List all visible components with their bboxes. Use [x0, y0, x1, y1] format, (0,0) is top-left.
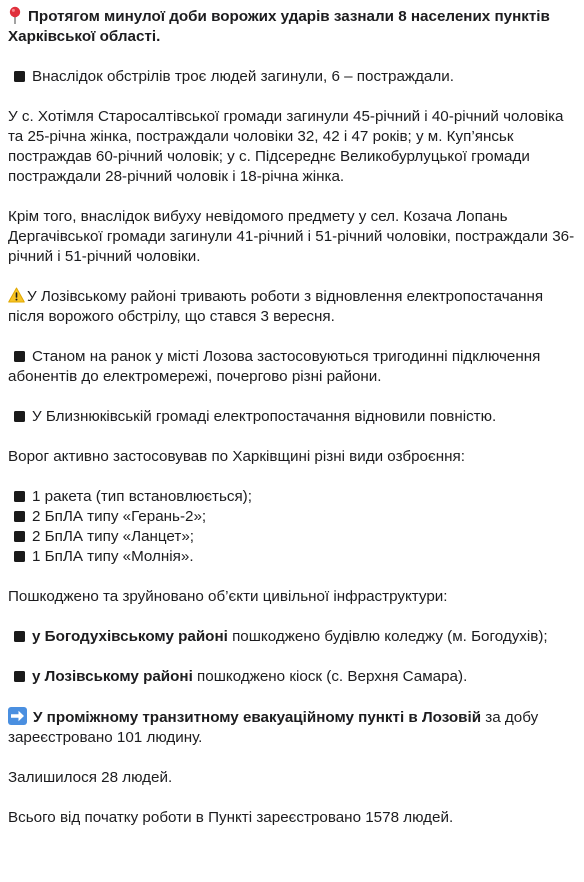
black-square-icon — [14, 631, 25, 642]
casualties-text: Внаслідок обстрілів троє людей загинули, 6 – постраждали. — [32, 68, 454, 85]
weapons-intro: Ворог активно застосовував по Харківщині різні види озброєння: — [8, 448, 465, 465]
headline-text: Протягом минулої доби ворожих ударів зазнали 8 населених пунктів Харківської області. — [8, 8, 550, 45]
power-warning-text: У Лозівському районі тривають роботи з відновлення електропостачання після ворожого обстрілу, що стався 3 вересня. — [8, 288, 544, 325]
black-square-icon — [14, 411, 25, 422]
damage-intro: Пошкоджено та зруйновано об’єкти цивільної інфраструктури: — [8, 588, 448, 605]
black-square-icon — [14, 71, 25, 82]
total-line: Всього від початку роботи в Пункті зареєстровано 1578 людей. — [8, 809, 454, 826]
power-warning-line — [8, 287, 576, 327]
evacuation-line — [8, 707, 576, 748]
list-item — [8, 527, 576, 547]
damage-text: пошкоджено кіоск (с. Верхня Самара). — [192, 668, 468, 685]
evacuation-rest: за добу зареєстровано 101 людину. — [8, 709, 539, 746]
black-square-icon — [14, 551, 25, 562]
black-square-icon — [14, 351, 25, 362]
power-blyzniuky-line — [8, 407, 576, 427]
warning-icon — [8, 287, 25, 303]
damage-district: у Богодухівському районі — [32, 628, 228, 645]
weapon-item-text: 2 БпЛА типу «Ланцет»; — [32, 528, 194, 545]
casualties-line — [8, 67, 576, 87]
weapon-item-text: 1 ракета (тип встановлюється); — [32, 488, 252, 505]
damage-item-lozova — [8, 667, 576, 687]
right-arrow-icon — [8, 707, 27, 725]
black-square-icon — [14, 671, 25, 682]
details-paragraph-2: Крім того, внаслідок вибуху невідомого предмету у сел. Козача Лопань Дергачівської громади загинули 41-річний і 51-річний чоловіки, постраждали 36-річний і 51-річний чоловіки. — [8, 208, 575, 265]
black-square-icon — [14, 511, 25, 522]
power-lozova-line — [8, 347, 576, 387]
evacuation-bold: У проміжному транзитному евакуаційному пункті в Лозовій — [33, 709, 482, 726]
weapon-item-text: 1 БпЛА типу «Молнія». — [32, 548, 194, 565]
power-lozova-text: Станом на ранок у місті Лозова застосовуються тригодинні підключення абонентів до електромережі, почергово різні райони. — [8, 348, 541, 385]
details-paragraph-1: У с. Хотімля Старосалтівської громади загинули 45-річний і 40-річний чоловіка та 25-річна жінка, постраждали чоловіки 32, 42 і 47 років; у м. Куп’янськ постраждав 60-річний чоловік; у с. Підсереднє Великобурлуцької громади постраждали 28-річний чоловік і 18-річна жінка. — [8, 108, 564, 185]
pushpin-icon — [8, 6, 22, 24]
black-square-icon — [14, 491, 25, 502]
weapon-item-text: 2 БпЛА типу «Герань-2»; — [32, 508, 207, 525]
damage-text: пошкоджено будівлю коледжу (м. Богодухів); — [227, 628, 548, 645]
list-item — [8, 547, 576, 567]
list-item — [8, 487, 576, 507]
damage-district: у Лозівському районі — [32, 668, 193, 685]
power-blyzniuky-text: У Близнюківській громаді електропостачання відновили повністю. — [32, 408, 497, 425]
damage-item-bohodukhiv — [8, 627, 576, 647]
remaining-line: Залишилося 28 людей. — [8, 769, 173, 786]
weapons-list — [8, 487, 576, 567]
black-square-icon — [14, 531, 25, 542]
headline — [8, 6, 576, 47]
list-item — [8, 507, 576, 527]
